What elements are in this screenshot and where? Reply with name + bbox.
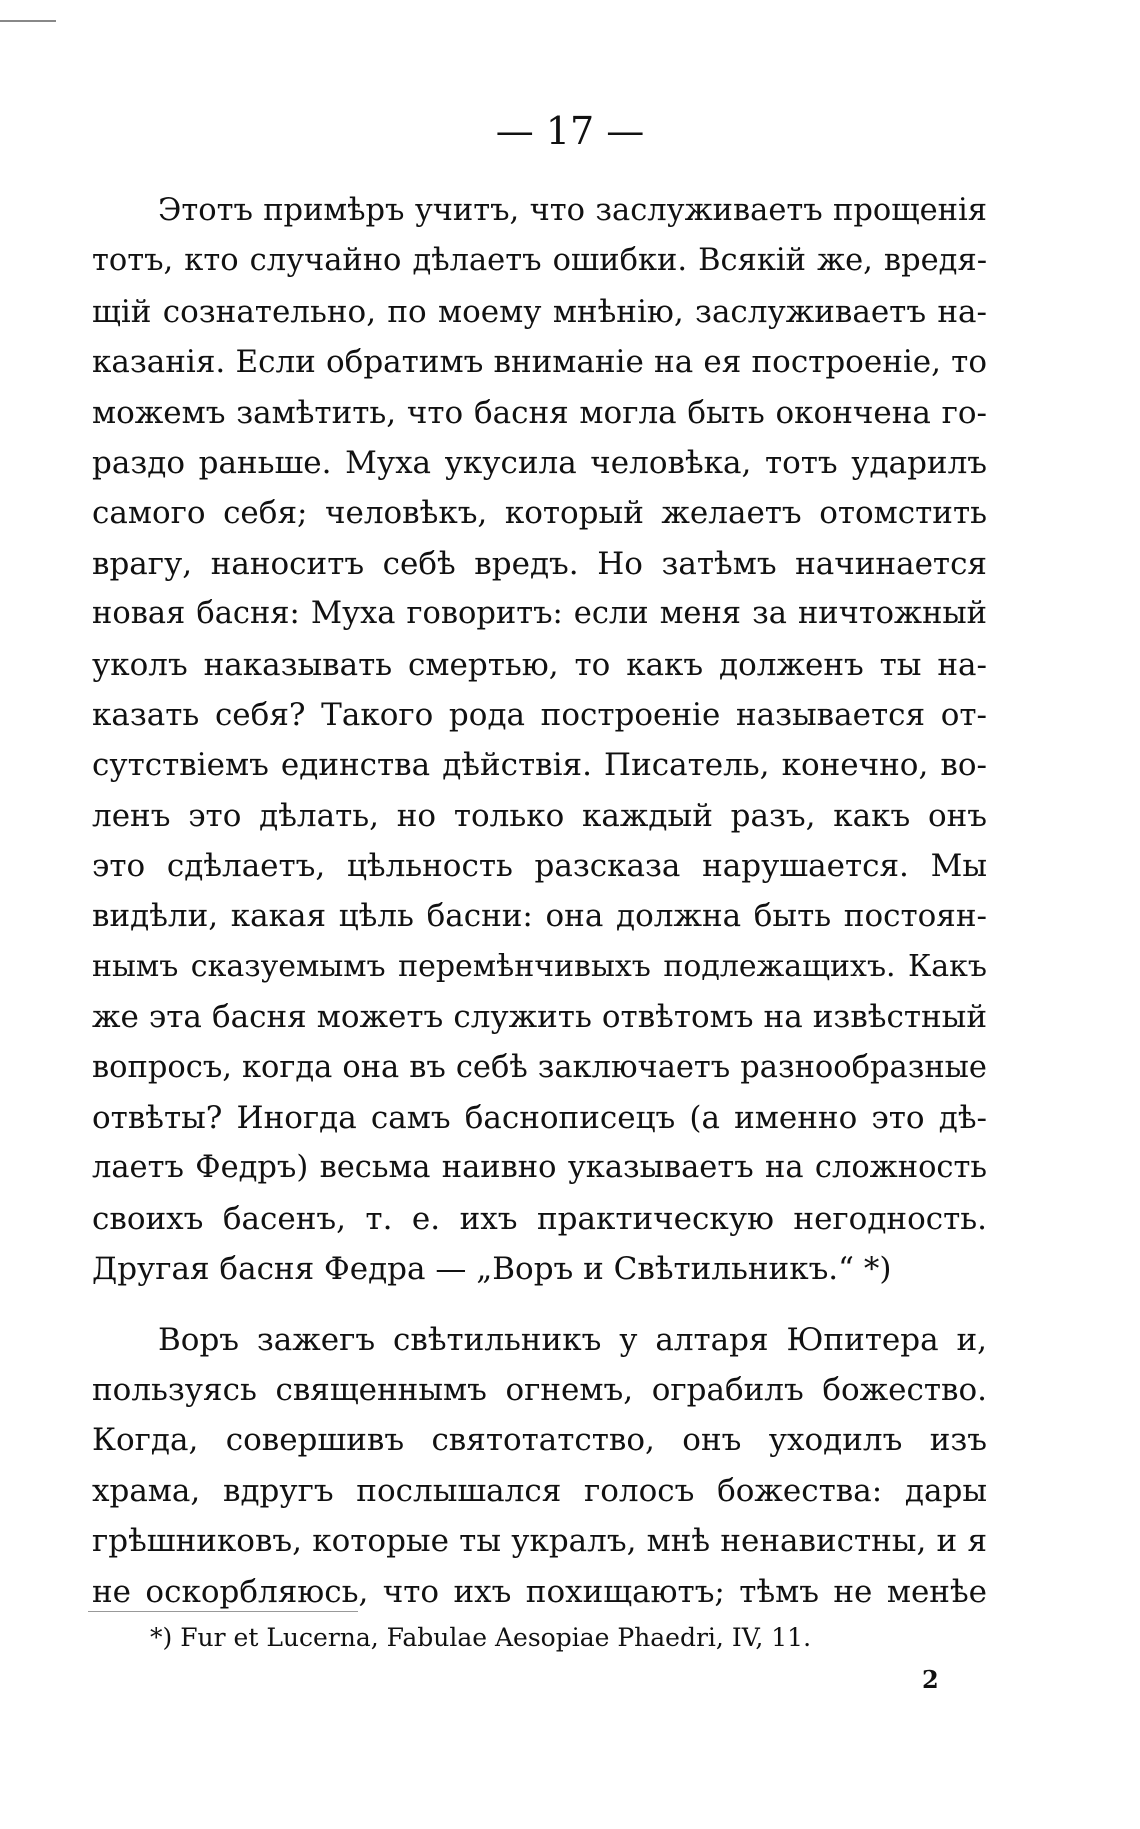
text-line: самого себя; человѣкъ, который желаетъ отомстить — [92, 495, 987, 532]
text-line: казать себя? Такого рода построеніе называется от- — [92, 696, 987, 733]
text-line: сутствіемъ единства дѣйствія. Писатель, конечно, во- — [92, 747, 987, 784]
footnote-rule — [88, 1611, 358, 1612]
text-line: ленъ это дѣлать, но только каждый разъ, какъ онъ — [92, 797, 987, 834]
text-line: Воръ зажегъ свѣтильникъ у алтаря Юпитера и, — [158, 1321, 987, 1358]
text-line: отвѣты? Иногда самъ баснописецъ (а именно это дѣ- — [92, 1100, 987, 1137]
text-line: Другая басня Федра — „Воръ и Свѣтильникъ.“ *) — [92, 1251, 892, 1288]
text-line: Когда, совершивъ святотатство, онъ уходилъ изъ — [92, 1422, 987, 1459]
text-line: же эта басня можетъ служить отвѣтомъ на извѣстный — [92, 999, 987, 1036]
page-number: — 17 — — [495, 109, 645, 153]
text-line: храма, вдругъ послышался голосъ божества: дары — [92, 1472, 987, 1509]
text-line: вопросъ, когда она въ себѣ заключаетъ разнообразные — [92, 1049, 987, 1085]
text-line: не оскорбляюсь, что ихъ похищаютъ; тѣмъ не менѣе — [92, 1573, 987, 1610]
paragraph-gap — [92, 1295, 987, 1315]
text-line: новая басня: Муха говоритъ: если меня за ничтожный — [92, 596, 987, 632]
text-line: Этотъ примѣръ учитъ, что заслуживаетъ прощенія — [158, 193, 987, 228]
footnote: *) Fur et Lucerna, Fabulae Aesopiae Phaedri, IV, 11. — [150, 1623, 812, 1652]
top-edge-rule — [0, 20, 56, 22]
text-line: можемъ замѣтить, что басня могла быть окончена го- — [92, 394, 987, 431]
signature-mark: 2 — [922, 1665, 939, 1694]
text-line: врагу, наноситъ себѣ вредъ. Но затѣмъ начинается — [92, 545, 987, 582]
text-line: раздо раньше. Муха укусила человѣка, тотъ ударилъ — [92, 444, 987, 481]
text-line: видѣли, какая цѣль басни: она должна быть постоян- — [92, 898, 987, 935]
text-line: пользуясь священнымъ огнемъ, ограбилъ божество. — [92, 1371, 987, 1408]
text-line: грѣшниковъ, которые ты укралъ, мнѣ ненавистны, и я — [92, 1523, 987, 1560]
body-text — [92, 186, 987, 1617]
text-line: своихъ басенъ, т. е. ихъ практическую негодность. — [92, 1200, 987, 1237]
text-line: тотъ, кто случайно дѣлаетъ ошибки. Всякій же, вредя- — [92, 243, 987, 279]
text-line: лаетъ Федръ) весьма наивно указываетъ на сложность — [92, 1150, 987, 1186]
text-line: это сдѣлаетъ, цѣльность разсказа нарушается. Мы — [92, 848, 987, 885]
text-line: уколъ наказывать смертью, то какъ долженъ ты на- — [92, 646, 987, 683]
text-line: нымъ сказуемымъ перемѣнчивыхъ подлежащихъ. Какъ — [92, 948, 987, 984]
text-line: казанія. Если обратимъ вниманіе на ея построеніе, то — [92, 344, 987, 381]
text-line: щій сознательно, по моему мнѣнію, заслуживаетъ на- — [92, 293, 987, 330]
